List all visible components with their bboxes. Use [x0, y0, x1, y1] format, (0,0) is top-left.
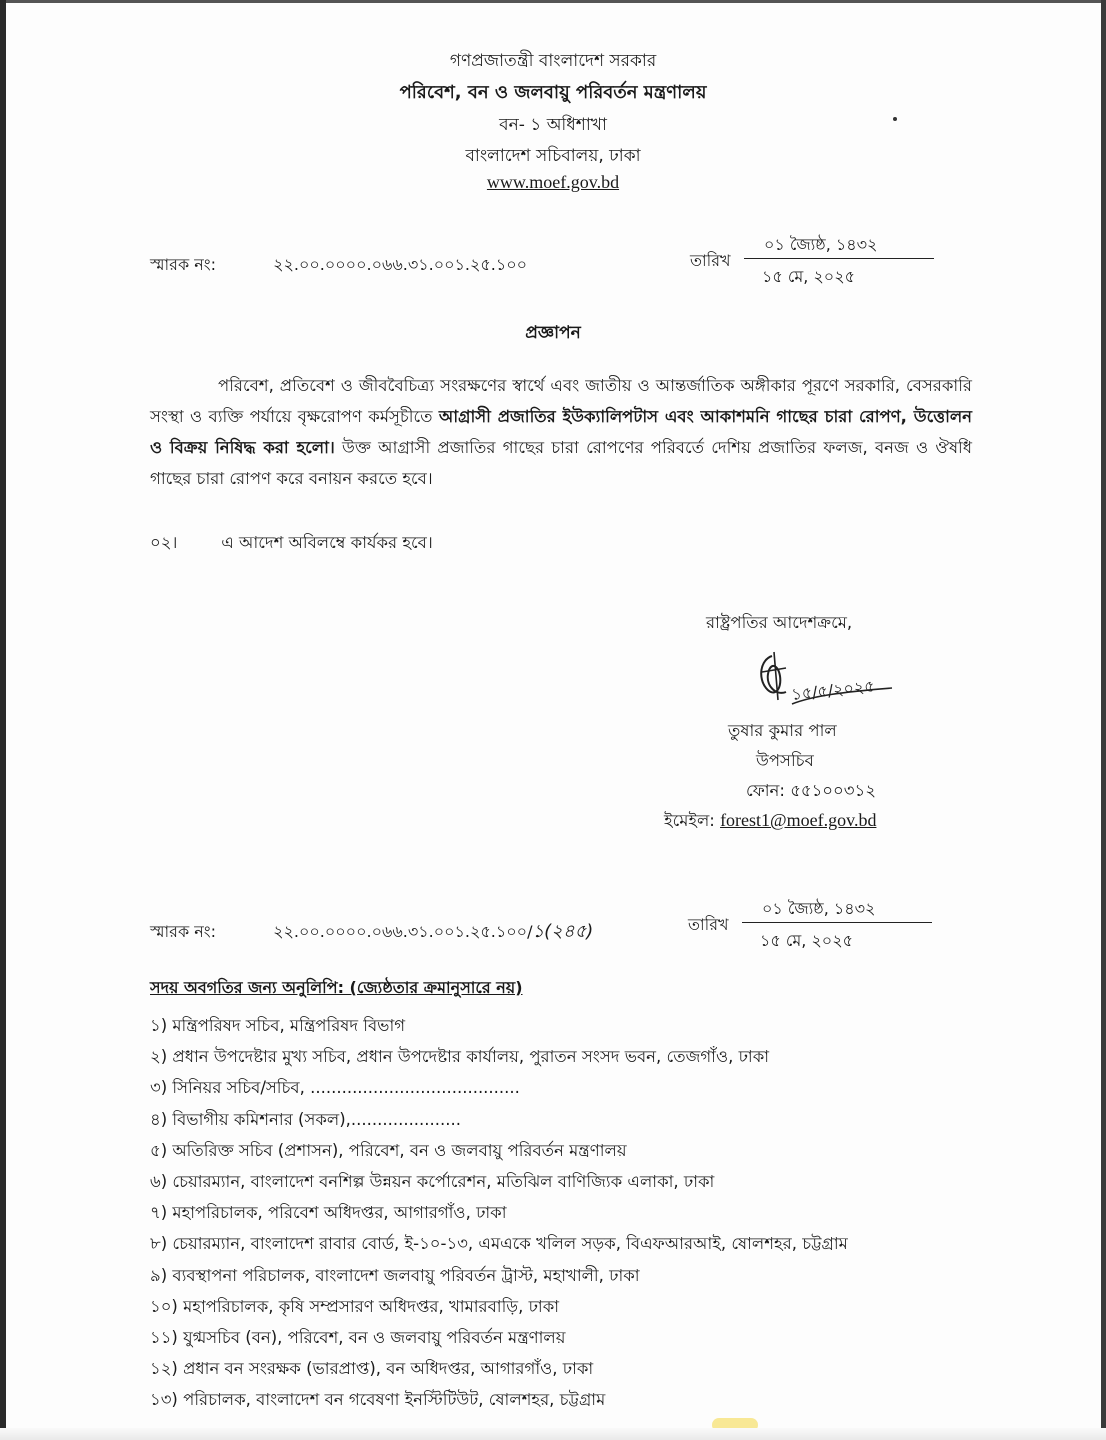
- date-block-2: [688, 896, 938, 952]
- memo2-number: ২২.০০.০০০০.০৬৬.৩১.০০১.২৫.১০০/: [273, 922, 533, 941]
- website-line: [0, 172, 1106, 193]
- memo-number-line: [150, 252, 527, 279]
- date2-english: ১৫ মে, ২০২৫: [760, 931, 853, 950]
- body-text-part1: পরিবেশ, প্রতিবেশ ও জীববৈচিত্র্য সংরক্ষণের স্বার্থে এবং জাতীয় ও আন্তর্জাতিক অঙ্গীকার পূরণে সরকারি, বেসরকারি সংস্থা ও ব্যক্তি পর্যায়ে বৃক্ষরোপণ কর্মসূচীতে: [150, 376, 972, 426]
- date-block: [690, 232, 940, 288]
- body-text-bold: আগ্রাসী প্রজাতির ইউক্যালিপটাস এবং আকাশমনি গাছের চারা রোপণ, উত্তোলন ও বিক্রয় নিষিদ্ধ করা হলো।: [150, 407, 972, 457]
- signatory-designation: উপসচিব: [756, 751, 814, 770]
- memo2-label: স্মারক নং:: [150, 922, 217, 941]
- date-bangla: ০১ জ্যৈষ্ঠ, ১৪৩২: [764, 235, 878, 254]
- memo-number: ২২.০০.০০০০.০৬৬.৩১.০০১.২৫.১০০: [273, 255, 528, 274]
- memo2-number-line: [150, 917, 593, 948]
- website-link[interactable]: www.moef.gov.bd: [486, 172, 620, 192]
- cc-item: ১০) মহাপরিচালক, কৃষি সম্প্রসারণ অধিদপ্তর, খামারবাড়ি, ঢাকা: [150, 1296, 560, 1316]
- memo-label: স্মারক নং:: [150, 255, 217, 274]
- body-text-part2: উক্ত আগ্রাসী প্রজাতির গাছের চারা রোপণের পরিবর্তে দেশিয় প্রজাতির ফলজ, বনজ ও ঔষধি গাছের চারা রোপণ করে বনায়ন করতে হবে।: [150, 438, 973, 488]
- cc-heading: সদয় অবগতির জন্য অনুলিপি: (জ্যেষ্ঠতার ক্রমানুসারে নয়): [150, 978, 523, 997]
- cc-item: ৬) চেয়ারম্যান, বাংলাদেশ বনশিল্প উন্নয়ন কর্পোরেশন, মতিঝিল বাণিজ্যিক এলাকা, ঢাকা: [150, 1171, 715, 1191]
- cc-item: ১২) প্রধান বন সংরক্ষক (ভারপ্রাপ্ত), বন অধিদপ্তর, আগারগাঁও, ঢাকা: [150, 1359, 594, 1379]
- frame-right-edge: [1101, 0, 1106, 1440]
- ministry-name: পরিবেশ, বন ও জলবায়ু পরিবর্তন মন্ত্রণালয়: [399, 82, 707, 103]
- cc-item: ৫) অতিরিক্ত সচিব (প্রশাসন), পরিবেশ, বন ও জলবায়ু পরিবর্তন মন্ত্রণালয়: [150, 1140, 627, 1160]
- memo2-handwritten-number: ১(২৪৫): [532, 921, 594, 942]
- date-label: তারিখ: [690, 251, 731, 270]
- signature-date: ১৫/৫/২০২৫: [790, 676, 876, 704]
- cc-item: ১৩) পরিচালক, বাংলাদেশ বন গবেষণা ইনস্টিটিউট, ষোলশহর, চট্টগ্রাম: [150, 1390, 606, 1410]
- date-divider: [744, 258, 934, 259]
- date2-label: তারিখ: [688, 915, 729, 934]
- date-english: ১৫ মে, ২০২৫: [762, 267, 855, 286]
- page-bottom-edge: [0, 1428, 1106, 1440]
- cc-item: ৪) বিভাগীয় কমিশনার (সকল),.....................: [150, 1109, 462, 1129]
- office-address: বাংলাদেশ সচিবালয়, ঢাকা: [465, 146, 641, 166]
- frame-left-edge: [0, 0, 6, 1440]
- clause-2-text: এ আদেশ অবিলম্বে কার্যকর হবে।: [221, 533, 433, 552]
- cc-item: ১) মন্ত্রিপরিষদ সচিব, মন্ত্রিপরিষদ বিভাগ: [150, 1016, 406, 1035]
- signatory-phone: ফোন: ৫৫১০০৩১২: [746, 781, 876, 800]
- date2-divider: [742, 922, 932, 923]
- clause-2: [150, 530, 433, 557]
- date2-bangla: ০১ জ্যৈষ্ঠ, ১৪৩২: [762, 899, 876, 918]
- notification-title: প্রজ্ঞাপন: [525, 323, 581, 343]
- body-paragraph: [150, 370, 972, 494]
- frame-top-edge: [0, 0, 1106, 3]
- signatory-name: তুষার কুমার পাল: [728, 721, 837, 740]
- cc-item: ২) প্রধান উপদেষ্টার মুখ্য সচিব, প্রধান উপদেষ্টার কার্যালয়, পুরাতন সংসদ ভবন, তেজগাঁও, ঢাকা: [150, 1047, 770, 1067]
- cc-item: ৯) ব্যবস্থাপনা পরিচালক, বাংলাদেশ জলবায়ু পরিবর্তন ট্রাস্ট, মহাখালী, ঢাকা: [150, 1265, 640, 1285]
- cc-item: ৩) সিনিয়র সচিব/সচিব, ........................................: [150, 1078, 520, 1098]
- email-link[interactable]: forest1@moef.gov.bd: [720, 810, 877, 830]
- cc-list: [150, 1010, 848, 1415]
- presidential-order-line: রাষ্ট্রপতির আদেশক্রমে,: [706, 613, 853, 632]
- email-label: ইমেইল:: [664, 811, 715, 830]
- cc-item: ৭) মহাপরিচালক, পরিবেশ অধিদপ্তর, আগারগাঁও, ঢাকা: [150, 1203, 507, 1223]
- clause-2-number: ০২।: [150, 533, 178, 552]
- branch-name: বন- ১ অধিশাখা: [499, 115, 607, 135]
- cc-item: ৮) চেয়ারম্যান, বাংলাদেশ রাবার বোর্ড, ই-১০-১৩, এমএকে খলিল সড়ক, বিএফআরআই, ষোলশহর, চট্টগ্রাম: [150, 1234, 848, 1254]
- government-name: গণপ্রজাতন্ত্রী বাংলাদেশ সরকার: [449, 51, 657, 71]
- cc-item: ১১) যুগ্মসচিব (বন), পরিবেশ, বন ও জলবায়ু পরিবর্তন মন্ত্রণালয়: [150, 1327, 566, 1347]
- handwritten-signature: [752, 648, 902, 720]
- signatory-email-line: [664, 808, 876, 835]
